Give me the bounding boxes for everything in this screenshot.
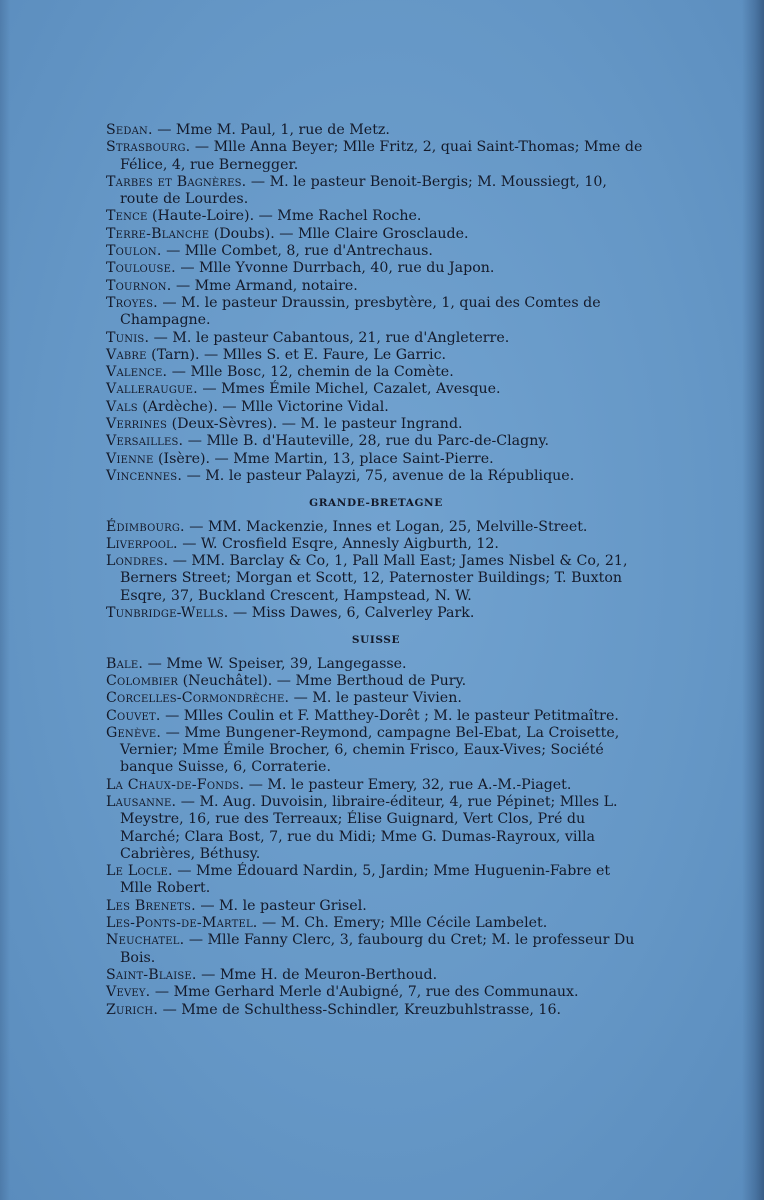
city-name: Colombier [106,672,179,689]
list-item [106,174,646,209]
city-name: Édimbourg. [106,518,185,535]
city-name: Zurich. [106,1001,159,1018]
city-name: Londres. [106,553,169,570]
city-name: Sedan. [106,122,153,138]
city-name: Toulon. [106,243,162,260]
city-name: La Chaux-de-Fonds. [106,776,245,793]
page-edge-right [742,0,764,1200]
entry-text: (Ardèche). — Mlle Victorine Vidal. [137,398,389,415]
entry-text: (Tarn). — Mlles S. et E. Faure, Le Garric. [146,346,447,363]
list-item [106,863,646,898]
city-name: Terre-Blanche [106,225,210,242]
entry-text: — M. Ch. Emery; Mlle Cécile Lambelet. [257,915,548,932]
entry-text: — W. Crosfield Esqre, Annesly Aigburth, 12. [177,535,499,552]
entry-text: — Mme W. Speiser, 39, Langegasse. [143,655,407,672]
page-edge-left [0,0,10,1200]
entry-text: — Mlle B. d'Hauteville, 28, rue du Parc-de-Clagny. [183,433,549,450]
entry-text: (Haute-Loire). — Mme Rachel Roche. [147,208,422,225]
city-name: Verrines [106,416,168,433]
entry-text: — M. le pasteur Vivien. [289,690,462,707]
list-item [106,519,646,536]
city-name: Valence. [106,364,168,381]
list-item [106,416,646,433]
list-item [106,536,646,553]
entry-text: — Mmes Émile Michel, Cazalet, Avesque. [197,381,501,398]
entry-text: — M. le pasteur Grisel. [195,897,367,914]
entry-text: — Mme M. Paul, 1, rue de Metz. [152,122,390,138]
section-heading-grande-bretagne: GRANDE-BRETAGNE [309,497,443,510]
france-list [106,122,646,485]
ch-list [106,656,646,1019]
list-item [106,1002,646,1019]
entry-text: — Mlle Fanny Clerc, 3, faubourg du Cret; M. le professeur Du Bois. [120,932,635,966]
city-name: Bale. [106,655,144,672]
entry-text: — M. le pasteur Palayzi, 75, avenue de la République. [182,467,575,484]
list-item [106,984,646,1001]
list-item [106,278,646,295]
entry-text: — Mlle Yvonne Durrbach, 40, rue du Japon. [175,260,495,277]
list-item [106,468,646,485]
city-name: Valleraugue. [106,381,198,398]
city-name: Les Brenets. [106,897,196,914]
city-name: Le Locle. [106,863,173,880]
city-name: Tournon. [106,277,172,294]
entry-text: (Neuchâtel). — Mme Berthoud de Pury. [178,672,467,689]
entry-text: (Deux-Sèvres). — M. le pasteur Ingrand. [167,416,463,433]
entry-text: — Mme Bungener-Reymond, campagne Bel-Ebat, La Croisette, Vernier; Mme Émile Brocher, 6, chemin Frisco, Eaux-Vives; Société banque Suisse, 6, Corraterie. [120,724,620,776]
list-item [106,330,646,347]
list-item [106,915,646,932]
city-name: Neuchatel. [106,932,185,949]
city-name: Tarbes et Bagnères. [106,173,247,190]
entry-text: — MM. Barclay & Co, 1, Pall Mall East; James Nisbel & Co, 21, Berners Street; Morgan et Scott, 12, Paternoster Buildings; T. Buxton Esqre, 37, Buckland Crescent, Hampstead, N. W. [120,553,628,604]
city-name: Vevey. [106,984,151,1001]
list-item [106,208,646,225]
entry-text: — Miss Dawes, 6, Calverley Park. [228,605,475,622]
gb-list [106,519,646,623]
city-name: Couvet. [106,707,161,724]
city-name: Vienne [106,450,154,467]
city-name: Corcelles-Cormondrèche. [106,690,290,707]
list-item [106,139,646,174]
entry-text: — Mlle Combet, 8, rue d'Antrechaus. [161,243,433,260]
list-item [106,226,646,243]
entry-text: — Mme Armand, notaire. [171,277,358,294]
entry-text: — Mlle Anna Beyer; Mlle Fritz, 2, quai Saint-Thomas; Mme de Félice, 4, rue Bernegger. [120,139,643,173]
list-item [106,381,646,398]
city-name: Versailles. [106,433,184,450]
entry-text: — Mlles Coulin et F. Matthey-Dorêt ; M. le pasteur Petitmaître. [160,707,619,724]
city-name: Liverpool. [106,535,178,552]
entry-text: — Mme Gerhard Merle d'Aubigné, 7, rue des Communaux. [150,984,579,1001]
list-item [106,243,646,260]
city-name: Tence [106,208,148,225]
entry-text: (Isère). — Mme Martin, 13, place Saint-Pierre. [153,450,494,467]
entry-text: — M. le pasteur Draussin, presbytère, 1, quai des Comtes de Champagne. [120,294,601,329]
list-item [106,295,646,330]
city-name: Vabre [106,346,147,363]
city-name: Genève. [106,724,162,741]
list-item [106,451,646,468]
city-name: Troyes. [106,294,158,311]
city-name: Strasbourg. [106,139,191,156]
city-name: Saint-Blaise. [106,966,197,983]
list-item [106,656,646,673]
list-item [106,708,646,725]
city-name: Les-Ponts-de-Martel. [106,915,258,932]
list-item [106,399,646,416]
list-item [106,967,646,984]
city-name: Tunbridge-Wells. [106,605,229,622]
city-name: Vals [106,398,138,415]
list-item [106,794,646,863]
entry-text: — Mme Édouard Nardin, 5, Jardin; Mme Huguenin-Fabre et Mlle Robert. [120,863,611,897]
entry-text: — Mme H. de Meuron-Berthoud. [196,966,438,983]
city-name: Vincennes. [106,467,183,484]
list-item [106,553,646,605]
city-name: Toulouse. [106,260,176,277]
entry-text: — MM. Mackenzie, Innes et Logan, 25, Melville-Street. [184,518,588,535]
entry-text: (Doubs). — Mlle Claire Grosclaude. [209,225,469,242]
list-item [106,932,646,967]
list-item [106,364,646,381]
list-item [106,673,646,690]
list-item [106,260,646,277]
list-item [106,898,646,915]
list-item [106,725,646,777]
entry-text: — M. le pasteur Cabantous, 21, rue d'Angleterre. [149,329,510,346]
list-item [106,605,646,622]
city-name: Tunis. [106,329,150,346]
entry-text: — Mme de Schulthess-Schindler, Kreuzbuhlstrasse, 16. [158,1001,561,1018]
entry-text: — Mlle Bosc, 12, chemin de la Comète. [167,364,454,381]
entry-text: — M. Aug. Duvoisin, libraire-éditeur, 4, rue Pépinet; Mlles L. Meystre, 16, rue des Terreaux; Élise Guignard, Vert Clos, Pré du Marché; Clara Bost, 7, rue du Midi; Mme G. Dumas-Rayroux, villa Cabrières, Béthusy. [120,793,618,862]
list-item [106,433,646,450]
list-item [106,122,646,139]
entry-text: — M. le pasteur Benoit-Bergis; M. Moussiegt, 10, route de Lourdes. [120,173,607,208]
section-heading-suisse: SUISSE [351,634,401,647]
list-item [106,690,646,707]
city-name: Lausanne. [106,793,177,810]
address-list [106,122,646,1019]
list-item [106,347,646,364]
list-item [106,777,646,794]
entry-text: — M. le pasteur Emery, 32, rue A.-M.-Piaget. [244,776,572,793]
